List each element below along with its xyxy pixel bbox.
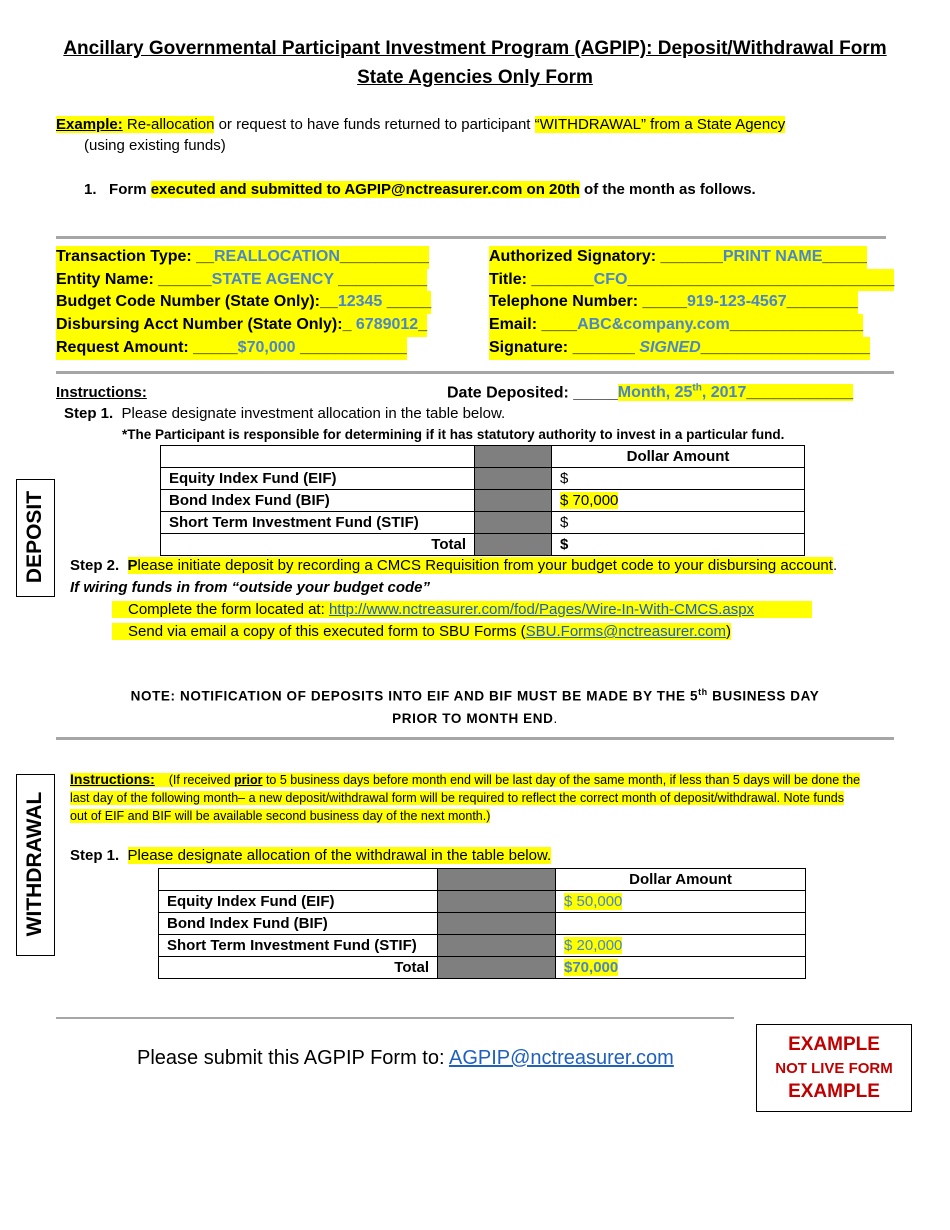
telephone-field[interactable]: Telephone Number: _____919-123-4567________ xyxy=(489,291,858,314)
deposit-step1: Step 1. Please designate investment allocation in the table below. xyxy=(64,405,506,422)
divider-mid xyxy=(56,371,894,374)
right-field-list xyxy=(489,246,894,360)
divider-footer xyxy=(56,1017,734,1019)
table-row: Short Term Investment Fund (STIF) $ xyxy=(161,512,805,534)
table-row: Short Term Investment Fund (STIF) $ 20,000 xyxy=(159,935,806,957)
send-email-line: Send via email a copy of this executed form to SBU Forms (SBU.Forms@nctreasurer.com) xyxy=(112,623,731,640)
title-field[interactable]: Title: _______CFO______________________________ xyxy=(489,269,894,292)
withdrawal-table-header: Dollar Amount xyxy=(556,869,806,891)
table-row: Equity Index Fund (EIF) $ 50,000 xyxy=(159,891,806,913)
deposit-instructions-label: Instructions: xyxy=(56,384,147,401)
example-stamp: EXAMPLE NOT LIVE FORM EXAMPLE xyxy=(756,1024,912,1112)
deposit-table-header: Dollar Amount xyxy=(552,446,805,468)
divider-top xyxy=(56,236,886,239)
withdrawal-side-box xyxy=(16,774,55,956)
bif-amount-cell[interactable]: $ 70,000 xyxy=(552,490,805,512)
withdrawal-total-cell[interactable]: $70,000 xyxy=(556,957,806,979)
form-title: Ancillary Governmental Participant Investment Program (AGPIP): Deposit/Withdrawal Form xyxy=(63,38,887,59)
deposit-side-box xyxy=(16,479,55,597)
item-1-post: of the month as follows. xyxy=(579,181,756,198)
left-field-list xyxy=(56,246,431,360)
withdrawal-stif-amount-cell[interactable]: $ 20,000 xyxy=(556,935,806,957)
sbu-forms-link[interactable]: SBU.Forms@nctreasurer.com xyxy=(525,623,726,640)
agpip-email-link[interactable]: AGPIP@nctreasurer.com xyxy=(448,1047,674,1069)
disbursing-acct-field[interactable]: Disbursing Acct Number (State Only):_ 6789012_ xyxy=(56,314,427,337)
table-row: Equity Index Fund (EIF) $ xyxy=(161,468,805,490)
table-row: Bond Index Fund (BIF) $ 70,000 xyxy=(161,490,805,512)
transaction-type-field[interactable]: Transaction Type: __REALLOCATION__________ xyxy=(56,246,429,269)
date-deposited-field[interactable]: Date Deposited: _____Month, 25th, 2017____________ xyxy=(447,383,854,402)
request-amount-field[interactable]: Request Amount: _____$70,000 ____________ xyxy=(56,337,407,360)
submit-line: Please submit this AGPIP Form to: AGPIP@nctreasurer.com xyxy=(137,1047,674,1069)
entity-name-field[interactable]: Entity Name: ______STATE AGENCY __________ xyxy=(56,269,427,292)
example-intro xyxy=(56,116,896,133)
example-intro-line2: (using existing funds) xyxy=(84,137,226,154)
divider-withdrawal xyxy=(56,737,894,740)
reallocation-text: Re-allocation xyxy=(126,116,215,133)
withdrawal-bif-amount-cell[interactable] xyxy=(556,913,806,935)
table-total-row: Total $ xyxy=(161,534,805,556)
signature-field[interactable]: Signature: _______ SIGNED___________________ xyxy=(489,337,870,360)
withdrawal-text: “WITHDRAWAL” from a State Agency xyxy=(534,116,786,133)
complete-form-line: Complete the form located at: http://www.nctreasurer.com/fod/Pages/Wire-In-With-CMCS.aspx xyxy=(112,601,812,618)
deposit-step2: Step 2. Please initiate deposit by recording a CMCS Requisition from your budget code to your disbursing account. xyxy=(70,557,838,574)
email-field[interactable]: Email: ____ABC&company.com_______________ xyxy=(489,314,863,337)
withdrawal-table xyxy=(158,868,806,979)
budget-code-field[interactable]: Budget Code Number (State Only):__12345 _____ xyxy=(56,291,431,314)
deposit-side-label: DEPOSIT xyxy=(23,490,46,584)
withdrawal-eif-amount-cell[interactable]: $ 50,000 xyxy=(556,891,806,913)
cmcs-wire-link[interactable]: http://www.nctreasurer.com/fod/Pages/Wire-In-With-CMCS.aspx xyxy=(328,601,755,618)
item-1-number: 1. xyxy=(84,181,97,198)
wiring-note: If wiring funds in from “outside your budget code” xyxy=(70,579,430,596)
item-1-pre: Form xyxy=(109,181,151,198)
form-subtitle: State Agencies Only Form xyxy=(357,67,593,88)
example-label: Example: xyxy=(56,116,123,133)
deposit-notification: NOTE: NOTIFICATION OF DEPOSITS INTO EIF AND BIF MUST BE MADE BY THE 5th BUSINESS DAY PRIOR TO MONTH END. xyxy=(130,687,820,726)
withdrawal-instructions: Instructions: (If received prior to 5 business days before month end will be last day of the same month, if less than 5 days will be done the last day of the following month– a new deposit/withdrawal form will be required to reflect the correct month of deposit/withdrawal. Note funds out of EIF and BIF will be available second business day of the next month.) xyxy=(70,771,861,823)
authorized-signatory-field[interactable]: Authorized Signatory: _______PRINT NAME_____ xyxy=(489,246,867,269)
deposit-table xyxy=(160,445,805,556)
example-middle-text: or request to have funds returned to participant xyxy=(214,116,535,133)
deposit-total-cell[interactable]: $ xyxy=(552,534,805,556)
table-total-row: Total $70,000 xyxy=(159,957,806,979)
eif-amount-cell[interactable]: $ xyxy=(552,468,805,490)
item-1-text xyxy=(84,181,756,198)
stif-amount-cell[interactable]: $ xyxy=(552,512,805,534)
table-row: Bond Index Fund (BIF) xyxy=(159,913,806,935)
item-1-highlight: executed and submitted to AGPIP@nctreasurer.com on 20th xyxy=(150,181,580,198)
statutory-note: *The Participant is responsible for determining if it has statutory authority to invest in a particular fund. xyxy=(122,427,785,442)
withdrawal-step1: Step 1. Please designate allocation of the withdrawal in the table below. xyxy=(70,847,552,864)
withdrawal-side-label: WITHDRAWAL xyxy=(23,791,46,937)
